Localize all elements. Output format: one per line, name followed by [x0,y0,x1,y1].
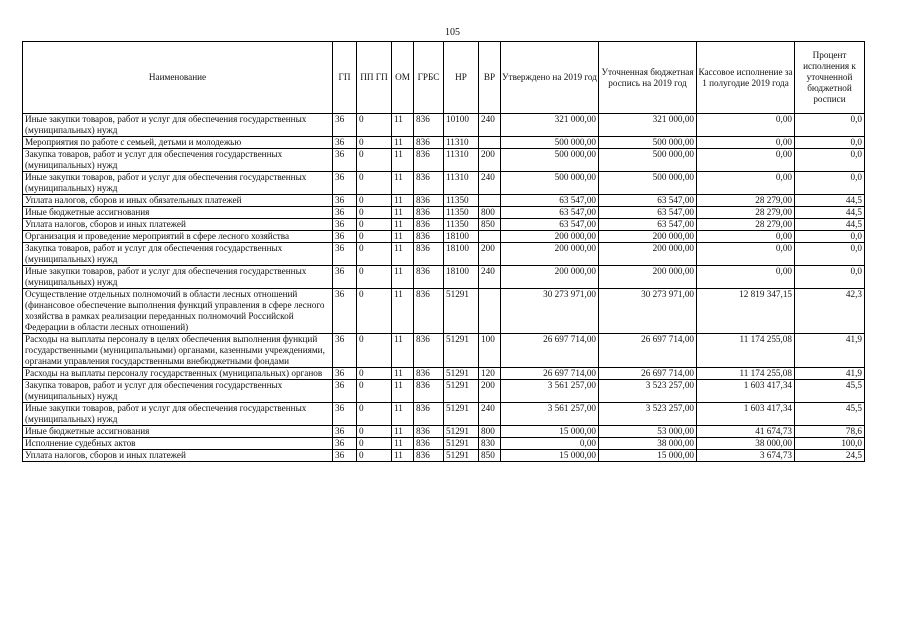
cell-grbs: 836 [414,195,444,207]
table-row [23,334,865,368]
cell-refined: 30 273 971,00 [599,289,697,334]
cell-executed: 28 279,00 [697,195,795,207]
cell-grbs: 836 [414,172,444,195]
page-number: 105 [445,27,460,38]
cell-grbs: 836 [414,137,444,149]
cell-name: Закупка товаров, работ и услуг для обеспечения государственных (муниципальных) нужд [23,380,333,403]
cell-nr: 51291 [444,289,479,334]
cell-executed: 28 279,00 [697,207,795,219]
cell-ppgp: 0 [357,426,392,438]
table-row [23,149,865,172]
cell-nr: 11310 [444,149,479,172]
cell-grbs: 836 [414,426,444,438]
table-header [23,42,865,114]
cell-nr: 11310 [444,172,479,195]
cell-gp: 36 [333,426,357,438]
cell-ppgp: 0 [357,368,392,380]
cell-gp: 36 [333,219,357,231]
cell-percent: 42,3 [795,289,865,334]
cell-percent: 0,0 [795,137,865,149]
cell-name: Закупка товаров, работ и услуг для обеспечения государственных (муниципальных) нужд [23,149,333,172]
cell-percent: 44,5 [795,207,865,219]
cell-ppgp: 0 [357,334,392,368]
cell-vr [479,137,501,149]
cell-executed: 0,00 [697,172,795,195]
cell-nr: 11350 [444,219,479,231]
header-ppgp: ПП ГП [357,42,392,114]
cell-refined: 38 000,00 [599,438,697,450]
cell-name: Иные закупки товаров, работ и услуг для обеспечения государственных (муниципальных) нужд [23,266,333,289]
cell-approved: 30 273 971,00 [501,289,599,334]
cell-gp: 36 [333,207,357,219]
cell-nr: 11310 [444,137,479,149]
cell-name: Расходы на выплаты персоналу в целях обеспечения выполнения функций государственными (муниципальными) органами, казенными учреждениями, органами управления государственными внебюджетными фондами [23,334,333,368]
cell-vr: 800 [479,426,501,438]
cell-percent: 0,0 [795,149,865,172]
cell-ppgp: 0 [357,207,392,219]
cell-executed: 12 819 347,15 [697,289,795,334]
cell-nr: 18100 [444,231,479,243]
cell-executed: 0,00 [697,266,795,289]
cell-gp: 36 [333,195,357,207]
cell-vr: 830 [479,438,501,450]
cell-percent: 44,5 [795,195,865,207]
cell-refined: 321 000,00 [599,114,697,137]
cell-gp: 36 [333,149,357,172]
cell-approved: 15 000,00 [501,426,599,438]
cell-ppgp: 0 [357,114,392,137]
cell-grbs: 836 [414,243,444,266]
cell-vr: 240 [479,114,501,137]
cell-percent: 0,0 [795,231,865,243]
cell-name: Уплата налогов, сборов и иных обязательных платежей [23,195,333,207]
table-row [23,426,865,438]
cell-grbs: 836 [414,219,444,231]
cell-gp: 36 [333,438,357,450]
cell-gp: 36 [333,243,357,266]
cell-vr [479,289,501,334]
cell-name: Закупка товаров, работ и услуг для обеспечения государственных (муниципальных) нужд [23,243,333,266]
table-row [23,450,865,462]
cell-refined: 53 000,00 [599,426,697,438]
cell-refined: 3 523 257,00 [599,380,697,403]
cell-gp: 36 [333,231,357,243]
cell-nr: 11350 [444,207,479,219]
cell-refined: 63 547,00 [599,195,697,207]
cell-om: 11 [392,334,414,368]
cell-approved: 15 000,00 [501,450,599,462]
cell-refined: 26 697 714,00 [599,334,697,368]
cell-approved: 26 697 714,00 [501,368,599,380]
cell-om: 11 [392,368,414,380]
cell-vr: 850 [479,450,501,462]
cell-gp: 36 [333,137,357,149]
cell-name: Расходы на выплаты персоналу государственных (муниципальных) органов [23,368,333,380]
cell-grbs: 836 [414,207,444,219]
cell-vr: 200 [479,243,501,266]
cell-grbs: 836 [414,450,444,462]
cell-vr: 120 [479,368,501,380]
cell-ppgp: 0 [357,219,392,231]
cell-approved: 3 561 257,00 [501,403,599,426]
cell-ppgp: 0 [357,137,392,149]
cell-name: Иные закупки товаров, работ и услуг для обеспечения государственных (муниципальных) нужд [23,172,333,195]
cell-nr: 51291 [444,334,479,368]
table-row [23,231,865,243]
cell-refined: 500 000,00 [599,137,697,149]
cell-om: 11 [392,207,414,219]
header-vr: ВР [479,42,501,114]
cell-refined: 63 547,00 [599,219,697,231]
cell-gp: 36 [333,266,357,289]
cell-nr: 51291 [444,426,479,438]
cell-name: Уплата налогов, сборов и иных платежей [23,219,333,231]
cell-gp: 36 [333,172,357,195]
table-row [23,368,865,380]
table-row [23,137,865,149]
cell-executed: 3 674,73 [697,450,795,462]
cell-gp: 36 [333,450,357,462]
cell-grbs: 836 [414,368,444,380]
cell-grbs: 836 [414,403,444,426]
cell-gp: 36 [333,114,357,137]
table-row [23,207,865,219]
cell-vr: 200 [479,380,501,403]
cell-refined: 200 000,00 [599,266,697,289]
cell-name: Мероприятия по работе с семьей, детьми и молодежью [23,137,333,149]
cell-executed: 11 174 255,08 [697,368,795,380]
table-row [23,403,865,426]
cell-om: 11 [392,450,414,462]
cell-executed: 1 603 417,34 [697,380,795,403]
cell-percent: 0,0 [795,266,865,289]
cell-om: 11 [392,219,414,231]
cell-grbs: 836 [414,231,444,243]
table-row [23,219,865,231]
cell-ppgp: 0 [357,243,392,266]
cell-om: 11 [392,243,414,266]
cell-approved: 63 547,00 [501,195,599,207]
header-executed: Кассовое исполнение за 1 полугодие 2019 года [697,42,795,114]
cell-name: Исполнение судебных актов [23,438,333,450]
cell-gp: 36 [333,403,357,426]
cell-percent: 78,6 [795,426,865,438]
cell-nr: 51291 [444,380,479,403]
cell-approved: 200 000,00 [501,243,599,266]
table-row [23,172,865,195]
cell-gp: 36 [333,289,357,334]
cell-percent: 41,9 [795,368,865,380]
cell-percent: 45,5 [795,380,865,403]
cell-ppgp: 0 [357,289,392,334]
cell-approved: 500 000,00 [501,149,599,172]
cell-name: Организация и проведение мероприятий в сфере лесного хозяйства [23,231,333,243]
budget-table [22,41,865,462]
cell-nr: 11350 [444,195,479,207]
cell-refined: 200 000,00 [599,231,697,243]
cell-nr: 10100 [444,114,479,137]
table-row [23,195,865,207]
table-body [23,114,865,462]
cell-ppgp: 0 [357,149,392,172]
cell-refined: 500 000,00 [599,149,697,172]
header-name: Наименование [23,42,333,114]
cell-refined: 63 547,00 [599,207,697,219]
cell-name: Осуществление отдельных полномочий в области лесных отношений (финансовое обеспечение выполнения функций управления в сфере лесного хозяйства в рамках реализации переданных полномочий Российской Федерации в области лесных отношений) [23,289,333,334]
header-grbs: ГРБС [414,42,444,114]
cell-vr [479,231,501,243]
table-row [23,380,865,403]
cell-om: 11 [392,231,414,243]
cell-om: 11 [392,289,414,334]
cell-nr: 18100 [444,243,479,266]
cell-name: Иные бюджетные ассигнования [23,426,333,438]
cell-gp: 36 [333,380,357,403]
cell-executed: 1 603 417,34 [697,403,795,426]
cell-executed: 0,00 [697,231,795,243]
header-gp: ГП [333,42,357,114]
cell-om: 11 [392,114,414,137]
cell-grbs: 836 [414,334,444,368]
cell-ppgp: 0 [357,403,392,426]
cell-name: Уплата налогов, сборов и иных платежей [23,450,333,462]
cell-executed: 0,00 [697,114,795,137]
cell-executed: 0,00 [697,243,795,266]
cell-gp: 36 [333,368,357,380]
cell-refined: 15 000,00 [599,450,697,462]
cell-approved: 26 697 714,00 [501,334,599,368]
table-row [23,114,865,137]
cell-om: 11 [392,172,414,195]
cell-percent: 0,0 [795,172,865,195]
table-row [23,438,865,450]
cell-om: 11 [392,137,414,149]
header-om: ОМ [392,42,414,114]
cell-vr [479,195,501,207]
cell-nr: 51291 [444,403,479,426]
cell-approved: 200 000,00 [501,231,599,243]
cell-refined: 200 000,00 [599,243,697,266]
cell-om: 11 [392,380,414,403]
cell-refined: 500 000,00 [599,172,697,195]
cell-executed: 11 174 255,08 [697,334,795,368]
cell-executed: 0,00 [697,137,795,149]
header-refined: Уточненная бюджетная роспись на 2019 год [599,42,697,114]
header-approved: Утверждено на 2019 год [501,42,599,114]
cell-ppgp: 0 [357,195,392,207]
table-row [23,289,865,334]
cell-om: 11 [392,403,414,426]
cell-ppgp: 0 [357,380,392,403]
cell-vr: 850 [479,219,501,231]
table-row [23,266,865,289]
cell-approved: 500 000,00 [501,172,599,195]
cell-grbs: 836 [414,114,444,137]
cell-vr: 240 [479,172,501,195]
cell-gp: 36 [333,334,357,368]
header-percent: Процент исполнения к уточненной бюджетной росписи [795,42,865,114]
cell-vr: 200 [479,149,501,172]
header-nr: НР [444,42,479,114]
table-row [23,243,865,266]
cell-approved: 321 000,00 [501,114,599,137]
cell-percent: 45,5 [795,403,865,426]
cell-om: 11 [392,438,414,450]
cell-approved: 63 547,00 [501,219,599,231]
cell-nr: 18100 [444,266,479,289]
cell-nr: 51291 [444,438,479,450]
cell-executed: 0,00 [697,149,795,172]
cell-ppgp: 0 [357,450,392,462]
cell-vr: 240 [479,403,501,426]
cell-ppgp: 0 [357,231,392,243]
cell-percent: 41,9 [795,334,865,368]
cell-grbs: 836 [414,380,444,403]
cell-percent: 100,0 [795,438,865,450]
cell-refined: 3 523 257,00 [599,403,697,426]
cell-grbs: 836 [414,149,444,172]
cell-om: 11 [392,195,414,207]
cell-ppgp: 0 [357,438,392,450]
cell-om: 11 [392,149,414,172]
cell-ppgp: 0 [357,172,392,195]
cell-executed: 28 279,00 [697,219,795,231]
cell-vr: 800 [479,207,501,219]
cell-grbs: 836 [414,289,444,334]
cell-grbs: 836 [414,438,444,450]
cell-nr: 51291 [444,368,479,380]
cell-om: 11 [392,426,414,438]
cell-approved: 3 561 257,00 [501,380,599,403]
cell-name: Иные бюджетные ассигнования [23,207,333,219]
cell-percent: 44,5 [795,219,865,231]
cell-vr: 100 [479,334,501,368]
cell-approved: 200 000,00 [501,266,599,289]
cell-approved: 0,00 [501,438,599,450]
cell-percent: 0,0 [795,114,865,137]
cell-vr: 240 [479,266,501,289]
cell-om: 11 [392,266,414,289]
cell-name: Иные закупки товаров, работ и услуг для обеспечения государственных (муниципальных) нужд [23,403,333,426]
cell-executed: 38 000,00 [697,438,795,450]
cell-approved: 63 547,00 [501,207,599,219]
cell-grbs: 836 [414,266,444,289]
cell-approved: 500 000,00 [501,137,599,149]
cell-percent: 0,0 [795,243,865,266]
cell-refined: 26 697 714,00 [599,368,697,380]
cell-name: Иные закупки товаров, работ и услуг для обеспечения государственных (муниципальных) нужд [23,114,333,137]
cell-nr: 51291 [444,450,479,462]
cell-percent: 24,5 [795,450,865,462]
cell-executed: 41 674,73 [697,426,795,438]
cell-ppgp: 0 [357,266,392,289]
